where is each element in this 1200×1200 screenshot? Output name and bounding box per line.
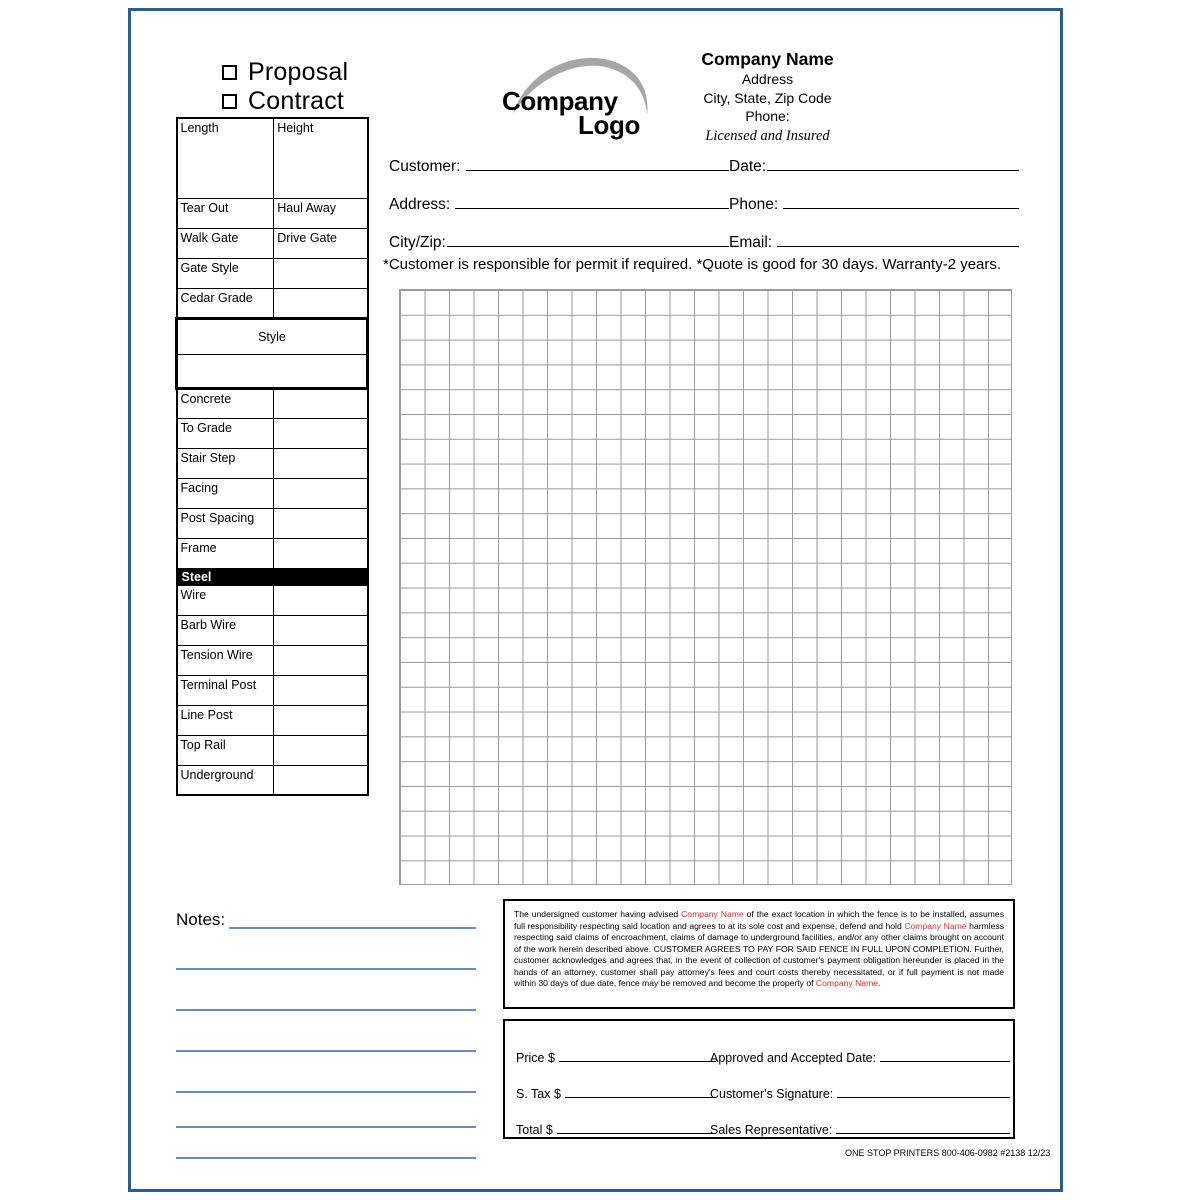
spec-cell-value[interactable]: [274, 675, 368, 705]
spec-cell-label[interactable]: Walk Gate: [177, 228, 274, 258]
legal-text-segment: harmless respecting said claims of encroachment, claims of damage to underground facilities, and/or any other claims brought on account of the work herein described above. CUSTOMER AGREES TO PAY FOR SAID FENCE IN FULL UPON COMPLETION. Further, customer acknowledges and agrees that, in the event of collection of customer's payment obligation hereunder is placed in the hands of an attorney, customer shall pay attorney's fees and court costs thereby necessitated, or if full payment is not made within 30 days of due date, fence may be removed and become the property of: [514, 920, 1004, 988]
spec-table-row: [177, 675, 368, 705]
company-licensed-insured: Licensed and Insured: [705, 127, 830, 144]
price-field[interactable]: [516, 1049, 716, 1065]
notes-write-line[interactable]: [229, 927, 476, 929]
spec-cell-label[interactable]: To Grade: [177, 418, 274, 448]
field-email-input[interactable]: [777, 231, 1019, 247]
printer-footer: ONE STOP PRINTERS 800-406-0982 #2138 12/23: [845, 1148, 1051, 1158]
company-address: Address: [741, 71, 794, 87]
spec-table-row: [177, 765, 368, 795]
notes-write-line[interactable]: [176, 968, 476, 970]
spec-table-row: [177, 418, 368, 448]
spec-table-row: [177, 228, 368, 258]
spec-cell-label[interactable]: Cedar Grade: [177, 288, 274, 318]
checkbox-proposal-box[interactable]: [222, 65, 237, 80]
customer-signature-input[interactable]: [837, 1085, 1010, 1098]
spec-banner-steel: Steel: [177, 568, 368, 585]
spec-cell-label[interactable]: Tension Wire: [177, 645, 274, 675]
spec-table-row: [177, 198, 368, 228]
field-city-zip[interactable]: [389, 231, 729, 252]
spec-table-row: [177, 118, 368, 198]
notes-write-line[interactable]: [176, 1126, 476, 1128]
legal-company-name: Company Name: [815, 978, 879, 988]
spec-cell-value[interactable]: [274, 258, 368, 288]
spec-cell-label[interactable]: Terminal Post: [177, 675, 274, 705]
notes-write-line[interactable]: [176, 1157, 476, 1159]
permit-disclaimer: *Customer is responsible for permit if required. *Quote is good for 30 days. Warranty-2 years.: [383, 256, 1002, 273]
legal-text-segment: The undersigned customer having advised: [514, 909, 682, 919]
spec-table-row: [177, 388, 368, 418]
spec-table-row: [177, 585, 368, 615]
sales-rep-input[interactable]: [836, 1121, 1010, 1134]
spec-cell-value[interactable]: [274, 288, 368, 318]
field-date-input[interactable]: [767, 155, 1019, 171]
notes-label: Notes:: [176, 910, 226, 929]
spec-table-row: [177, 645, 368, 675]
legal-company-name: Company Name: [904, 920, 967, 931]
field-city-zip-label: City/Zip:: [389, 234, 446, 251]
field-email-label: Email:: [729, 234, 773, 251]
field-date-label: Date:: [729, 158, 767, 175]
spec-cell-label[interactable]: Haul Away: [274, 198, 368, 228]
checkbox-contract-label: Contract: [248, 87, 345, 115]
sales-rep-label: Sales Representative:: [710, 1123, 833, 1137]
price-label: Price $: [516, 1051, 555, 1065]
spec-table-row: [177, 478, 368, 508]
customer-fields: [389, 155, 1019, 269]
approved-date-input[interactable]: [880, 1049, 1010, 1062]
field-phone[interactable]: [729, 193, 1019, 214]
spec-cell-label[interactable]: Frame: [177, 538, 274, 568]
field-customer-label: Customer:: [389, 158, 461, 175]
spec-table-row: [177, 318, 368, 354]
field-city-zip-input[interactable]: [447, 231, 729, 247]
notes-write-line[interactable]: [176, 1009, 476, 1011]
spec-cell-label[interactable]: Drive Gate: [274, 228, 368, 258]
spec-table-row: [177, 705, 368, 735]
logo-text-line1: Company: [502, 86, 618, 116]
spec-cell-value[interactable]: [274, 538, 368, 568]
spec-table-row: [177, 538, 368, 568]
notes-write-line[interactable]: [176, 1091, 476, 1093]
spec-table: [175, 117, 369, 796]
spec-table-row: [177, 615, 368, 645]
checkbox-contract-box[interactable]: [222, 94, 237, 109]
spec-table-row: [177, 568, 368, 585]
field-address-label: Address:: [389, 196, 451, 213]
spec-cell-value[interactable]: [274, 478, 368, 508]
company-name: Company Name: [701, 49, 834, 69]
price-signature-box: [503, 1019, 1015, 1139]
company-phone: Phone:: [745, 108, 790, 124]
notes-write-line[interactable]: [176, 1050, 476, 1052]
spec-cell-value[interactable]: [274, 765, 368, 795]
spec-cell-label[interactable]: Facing: [177, 478, 274, 508]
drawing-grid[interactable]: [399, 289, 1012, 885]
field-row-2: [389, 193, 1019, 214]
spec-cell-label[interactable]: Concrete: [177, 388, 274, 418]
spec-style-header: Style: [177, 318, 368, 354]
spec-cell-label[interactable]: Length: [177, 118, 274, 198]
spec-cell-label[interactable]: Gate Style: [177, 258, 274, 288]
spec-cell-value[interactable]: [274, 615, 368, 645]
legal-company-name: Company Name: [681, 909, 744, 919]
total-field[interactable]: [516, 1121, 716, 1137]
field-email[interactable]: [729, 231, 1019, 252]
customer-signature-field[interactable]: [710, 1085, 1010, 1101]
spec-cell-label[interactable]: Stair Step: [177, 448, 274, 478]
company-logo: [495, 48, 670, 138]
total-input[interactable]: [557, 1121, 716, 1134]
spec-cell-label[interactable]: Height: [274, 118, 368, 198]
spec-cell-value[interactable]: [274, 645, 368, 675]
logo-text-line2: Logo: [578, 110, 640, 140]
legal-text-segment: .: [878, 978, 881, 988]
spec-table-row: [177, 735, 368, 765]
spec-cell-label[interactable]: Line Post: [177, 705, 274, 735]
spec-cell-value[interactable]: [274, 735, 368, 765]
spec-cell-value[interactable]: [274, 448, 368, 478]
sales-tax-label: S. Tax $: [516, 1087, 561, 1101]
price-column: [516, 1049, 716, 1157]
sales-tax-input[interactable]: [565, 1085, 716, 1098]
price-input[interactable]: [559, 1049, 716, 1062]
spec-cell-value[interactable]: [274, 418, 368, 448]
customer-signature-label: Customer's Signature:: [710, 1087, 834, 1101]
spec-cell-label[interactable]: Post Spacing: [177, 508, 274, 538]
legal-terms-box: [503, 899, 1015, 1009]
company-info-block: [660, 48, 875, 146]
legal-text-segment: of the exact location in which the fence is to be installed, assumes full responsibility respecting said location and agrees to at its sole cost and expense, defend and hold: [514, 909, 1004, 931]
total-label: Total $: [516, 1123, 553, 1137]
spec-cell-label[interactable]: Barb Wire: [177, 615, 274, 645]
field-row-3: [389, 231, 1019, 252]
sales-rep-field[interactable]: [710, 1121, 1010, 1137]
checkbox-row-contract[interactable]: [222, 87, 344, 116]
spec-table-row: [177, 288, 368, 318]
spec-cell-value[interactable]: [274, 705, 368, 735]
company-city-state-zip: City, State, Zip Code: [703, 89, 832, 106]
checkbox-proposal-label: Proposal: [248, 58, 349, 86]
field-row-1: [389, 155, 1019, 176]
spec-cell-label[interactable]: Tear Out: [177, 198, 274, 228]
field-address[interactable]: [389, 193, 729, 214]
spec-cell-label[interactable]: Underground: [177, 765, 274, 795]
field-date[interactable]: [729, 155, 1019, 176]
spec-cell-value[interactable]: [274, 508, 368, 538]
spec-cell-value[interactable]: [274, 585, 368, 615]
field-customer-input[interactable]: [466, 155, 730, 171]
checkbox-row-proposal[interactable]: [222, 58, 348, 87]
field-address-input[interactable]: [455, 193, 729, 209]
spec-table-row: [177, 448, 368, 478]
signature-column: [710, 1049, 1010, 1157]
approved-date-label: Approved and Accepted Date:: [710, 1051, 877, 1065]
spec-table-row: [177, 508, 368, 538]
spec-style-blank-cell[interactable]: [177, 354, 368, 388]
spec-cell-value[interactable]: [274, 388, 368, 418]
legal-terms-text: [514, 909, 1004, 990]
sales-tax-field[interactable]: [516, 1085, 716, 1101]
approved-date-field[interactable]: [710, 1049, 1010, 1065]
spec-table-row: [177, 354, 368, 388]
field-customer[interactable]: [389, 155, 729, 176]
field-phone-input[interactable]: [783, 193, 1019, 209]
spec-cell-label[interactable]: Top Rail: [177, 735, 274, 765]
spec-table-row: [177, 258, 368, 288]
field-phone-label: Phone:: [729, 196, 779, 213]
spec-cell-label[interactable]: Wire: [177, 585, 274, 615]
